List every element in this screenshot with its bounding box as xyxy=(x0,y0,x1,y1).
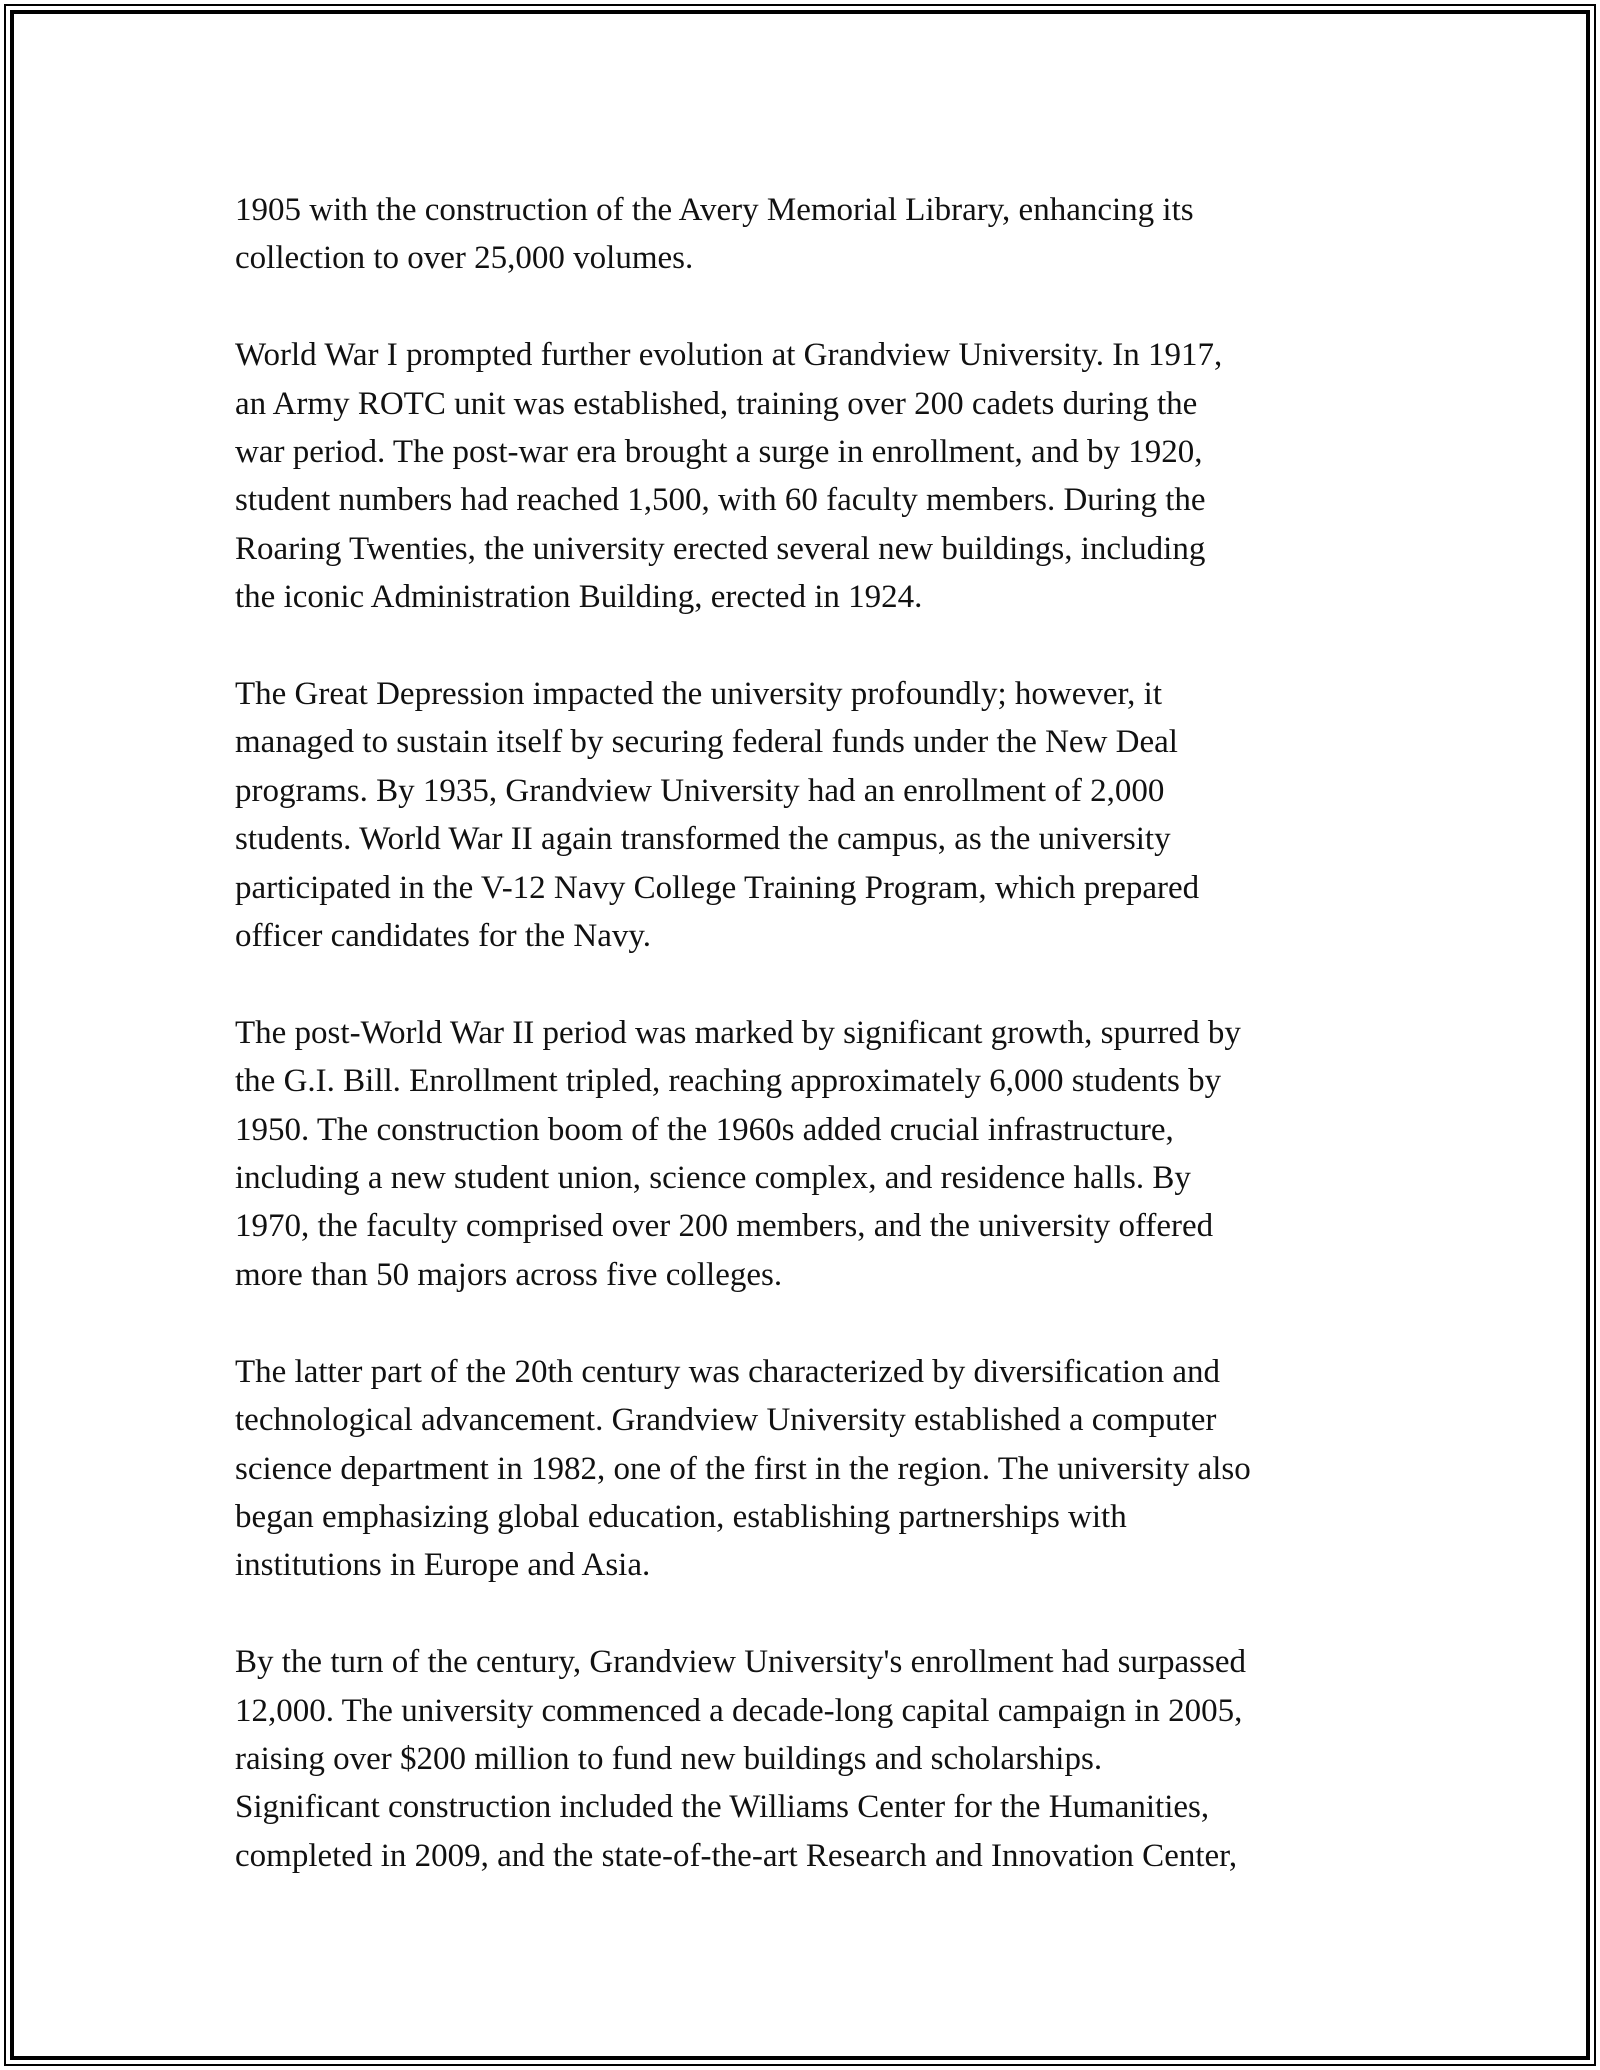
text-line: student numbers had reached 1,500, with 60 faculty members. During the xyxy=(235,482,1206,519)
text-line: war period. The post-war era brought a surge in enrollment, and by 1920, xyxy=(235,434,1203,471)
text-line: Significant construction included the Williams Center for the Humanities, xyxy=(235,1789,1210,1826)
text-line: began emphasizing global education, establishing partnerships with xyxy=(235,1498,1127,1535)
text-line: participated in the V-12 Navy College Training Program, which prepared xyxy=(235,869,1200,906)
text-line: By the turn of the century, Grandview University's enrollment had surpassed xyxy=(235,1644,1246,1681)
paragraph xyxy=(235,1009,1385,1299)
paragraph xyxy=(235,670,1385,960)
text-line: The latter part of the 20th century was characterized by diversification and xyxy=(235,1353,1220,1390)
text-line: managed to sustain itself by securing federal funds under the New Deal xyxy=(235,724,1178,761)
text-line: 12,000. The university commenced a decade-long capital campaign in 2005, xyxy=(235,1692,1243,1729)
text-line: Roaring Twenties, the university erected several new buildings, including xyxy=(235,530,1206,567)
text-line: more than 50 majors across five colleges. xyxy=(235,1256,783,1293)
text-line: the G.I. Bill. Enrollment tripled, reaching approximately 6,000 students by xyxy=(235,1063,1222,1100)
text-line: programs. By 1935, Grandview University had an enrollment of 2,000 xyxy=(235,772,1165,809)
text-line: The Great Depression impacted the university profoundly; however, it xyxy=(235,676,1162,713)
text-line: including a new student union, science complex, and residence halls. By xyxy=(235,1160,1191,1197)
text-line: students. World War II again transformed the campus, as the university xyxy=(235,821,1171,858)
text-line: collection to over 25,000 volumes. xyxy=(235,240,694,277)
document-body xyxy=(235,186,1385,1880)
text-line: institutions in Europe and Asia. xyxy=(235,1547,651,1584)
text-line: The post-World War II period was marked by significant growth, spurred by xyxy=(235,1014,1241,1051)
paragraph xyxy=(235,186,1385,283)
text-line: 1950. The construction boom of the 1960s added crucial infrastructure, xyxy=(235,1111,1174,1148)
text-line: an Army ROTC unit was established, training over 200 cadets during the xyxy=(235,385,1198,422)
paragraph xyxy=(235,1638,1385,1880)
text-line: officer candidates for the Navy. xyxy=(235,918,651,955)
paragraph xyxy=(235,331,1385,621)
text-line: raising over $200 million to fund new buildings and scholarships. xyxy=(235,1740,1103,1777)
paragraph xyxy=(235,1348,1385,1590)
text-line: World War I prompted further evolution at Grandview University. In 1917, xyxy=(235,337,1223,374)
text-line: 1905 with the construction of the Avery Memorial Library, enhancing its xyxy=(235,192,1194,228)
text-line: the iconic Administration Building, erected in 1924. xyxy=(235,579,923,616)
text-line: science department in 1982, one of the first in the region. The university also xyxy=(235,1450,1251,1487)
text-line: 1970, the faculty comprised over 200 members, and the university offered xyxy=(235,1208,1214,1245)
text-line: technological advancement. Grandview University established a computer xyxy=(235,1402,1217,1439)
text-line: completed in 2009, and the state-of-the-art Research and Innovation Center, xyxy=(235,1837,1238,1874)
